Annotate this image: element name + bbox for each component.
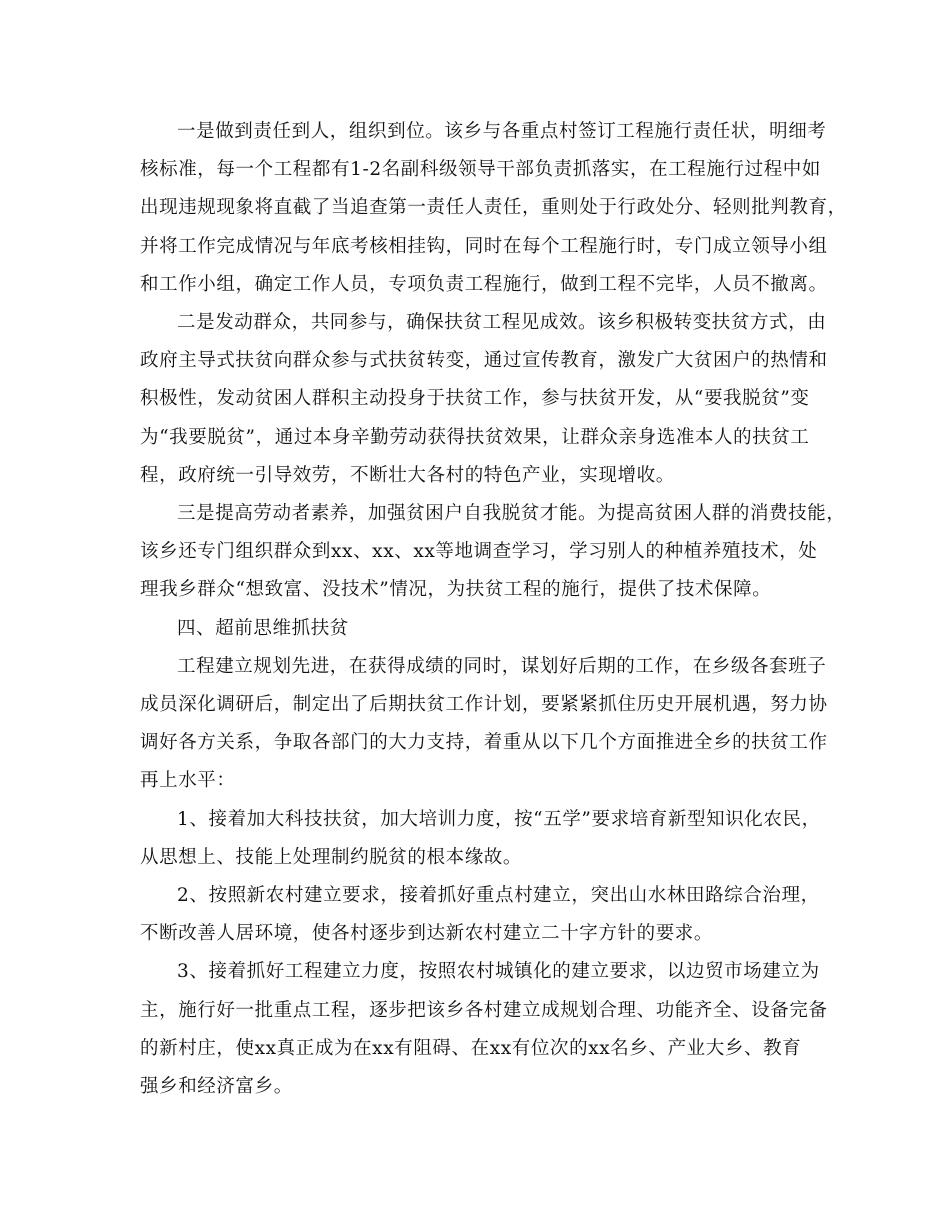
text-line: 核标准，每一个工程都有1-2名副科级领导干部负责抓落实，在工程施行过程中如: [140, 159, 821, 181]
text-line: 二是发动群众，共同参与，确保扶贫工程见成效。该乡积极转变扶贫方式，由: [177, 312, 827, 334]
text-line: 三是提高劳动者素养，加强贫困户自我脱贫才能。为提高贫困人群的消费技能，: [177, 503, 846, 525]
text-line: 再上水平：: [140, 770, 236, 792]
list-item-3: [140, 953, 828, 1106]
paragraph-worker-quality: [140, 495, 846, 610]
text-line: 1、接着加大科技扶贫，加大培训力度，按“五学”要求培育新型知识化农民，: [177, 808, 821, 830]
text-line: 的新村庄，使xx真正成为在xx有阻碍、在xx有位次的xx名乡、产业大乡、教育: [140, 1037, 802, 1059]
text-line: 并将工作完成情况与年底考核相挂钩，同时在每个工程施行时，专门成立领导小组: [140, 235, 828, 257]
text-line: 不断改善人居环境，使各村逐步到达新农村建立二十字方针的要求。: [140, 923, 714, 945]
text-line: 积极性，发动贫困人群积主动投身于扶贫工作，参与扶贫开发，从“要我脱贫”变: [140, 388, 810, 410]
text-line: 政府主导式扶贫向群众参与式扶贫转变，通过宣传教育，激发广大贫困户的热情和: [140, 350, 828, 372]
text-line: 和工作小组，确定工作人员，专项负责工程施行，做到工程不完毕，人员不撤离。: [140, 273, 828, 295]
paragraph-responsibility: [140, 113, 847, 304]
text-line: 强乡和经济富乡。: [140, 1076, 293, 1098]
section-heading-text: 四、超前思维抓扶贫: [177, 617, 349, 639]
list-item-2: [140, 877, 820, 953]
text-line: 工程建立规划先进，在获得成绩的同时，谋划好后期的工作，在乡级各套班子: [177, 655, 827, 677]
text-line: 理我乡群众“想致富、没技术”情况，为扶贫工程的施行，提供了技术保障。: [140, 579, 772, 601]
text-line: 从思想上、技能上处理制约脱贫的根本缘故。: [140, 846, 523, 868]
paragraph-mobilize-masses: [140, 304, 828, 495]
text-line: 出现违规现象将直截了当追查第一责任人责任，重则处于行政处分、轻则批判教育，: [140, 197, 847, 219]
text-line: 成员深化调研后，制定出了后期扶贫工作计划，要紧紧抓住历史开展机遇，努力协: [140, 694, 828, 716]
text-line: 该乡还专门组织群众到xx、xx、xx等地调查学习，学习别人的种植养殖技术，处: [140, 541, 818, 563]
text-line: 调好各方关系，争取各部门的大力支持，着重从以下几个方面推进全乡的扶贫工作: [140, 732, 828, 754]
paragraph-planning: [140, 648, 828, 801]
list-item-1: [140, 801, 821, 877]
text-line: 3、接着抓好工程建立力度，按照农村城镇化的建立要求，以边贸市场建立为: [177, 961, 820, 983]
text-line: 为“我要脱贫”，通过本身辛勤劳动获得扶贫效果，让群众亲身选准本人的扶贫工: [140, 426, 810, 448]
document-body: [140, 113, 847, 1106]
section-heading: [140, 610, 812, 648]
text-line: 主，施行好一批重点工程，逐步把该乡各村建立成规划合理、功能齐全、设备完备: [140, 999, 828, 1021]
text-line: 一是做到责任到人，组织到位。该乡与各重点村签订工程施行责任状，明细考: [177, 121, 827, 142]
text-line: 程，政府统一引导效劳，不断壮大各村的特色产业，实现增收。: [140, 464, 675, 486]
text-line: 2、按照新农村建立要求，接着抓好重点村建立，突出山水林田路综合治理，: [177, 885, 820, 907]
